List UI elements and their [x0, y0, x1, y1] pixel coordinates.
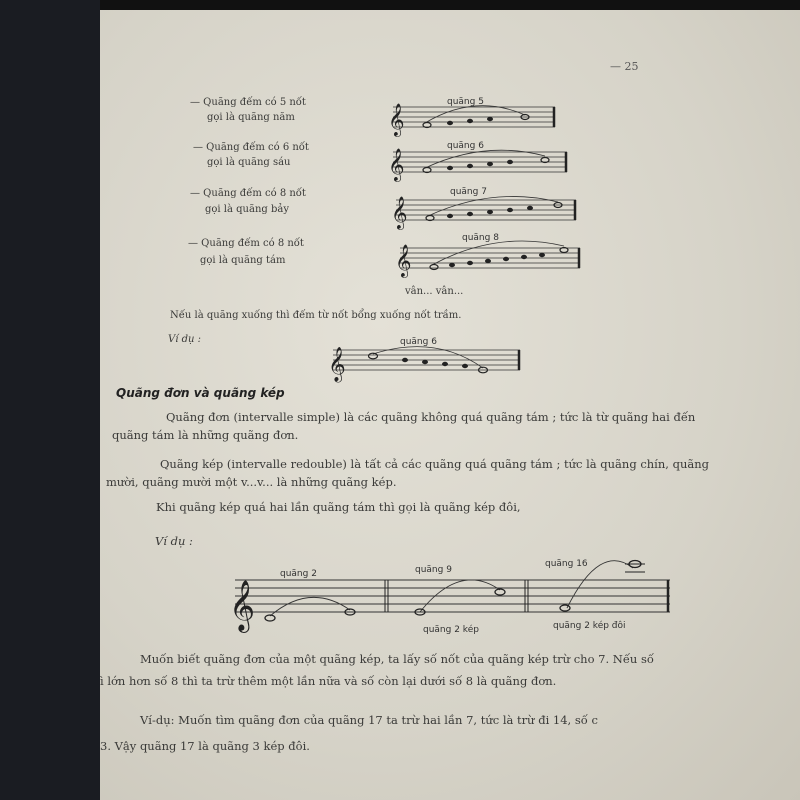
- interval-2-line2: gọi là quãng sáu: [207, 157, 291, 168]
- example-label-2: Ví dụ :: [155, 534, 193, 548]
- page-edge: [100, 0, 800, 10]
- para-example-2: 3. Vậy quãng 17 là quãng 3 kép đôi.: [100, 739, 310, 753]
- descending-staff-label: quãng 6: [400, 337, 437, 347]
- treble-clef-icon: 𝄞: [388, 103, 405, 136]
- interval-4-line1: — Quãng đếm có 8 nốt: [188, 238, 304, 249]
- interval-1-line1: — Quãng đếm có 5 nốt: [190, 97, 306, 108]
- para-simple-1: Quãng đơn (intervalle simple) là các quãng không quá quãng tám ; tức là từ quãng hai đến: [166, 410, 696, 424]
- compound-top-label-3: quãng 16: [545, 559, 588, 569]
- interval-1-line2: gọi là quãng năm: [207, 112, 295, 123]
- staff-interval-6: [385, 140, 575, 180]
- staff-compound-example: [225, 552, 675, 642]
- compound-bottom-label-1: quãng 2 kép: [423, 625, 479, 635]
- interval-4-line2: gọi là quãng tám: [200, 255, 286, 266]
- para-find-1: Muốn biết quãng đơn của một quãng kép, ta lấy số nốt của quãng kép trừ cho 7. Nếu số: [140, 652, 654, 666]
- staff-interval-8: [392, 232, 587, 277]
- para-example-1: Ví-dụ: Muốn tìm quãng đơn của quãng 17 ta trừ hai lần 7, tức là trừ đi 14, số c: [140, 713, 598, 727]
- section-heading: Quãng đơn và quãng kép: [116, 386, 285, 400]
- staff-interval-7: [388, 186, 583, 228]
- para-find-2: ì lớn hơn số 8 thì ta trừ thêm một lần nữa và số còn lại dưới số 8 là quãng đơn.: [100, 674, 557, 688]
- staff-4-label: quãng 8: [462, 233, 499, 243]
- para-compound-1: Quãng kép (intervalle redouble) là tất cả các quãng quá quãng tám ; tức là quãng chín, quãng: [160, 457, 709, 471]
- staff-2-label: quãng 6: [447, 141, 484, 151]
- compound-top-label-1: quãng 2: [280, 569, 317, 579]
- compound-bottom-label-2: quãng 2 kép đôi: [553, 621, 626, 631]
- treble-clef-icon: 𝄞: [388, 148, 405, 181]
- para-double: Khi quãng kép quá hai lần quãng tám thì gọi là quãng kép đôi,: [156, 500, 521, 514]
- para-simple-2: quãng tám là những quãng đơn.: [112, 428, 299, 442]
- para-compound-2: mười, quãng mười một v...v... là những quãng kép.: [106, 475, 397, 489]
- treble-clef-icon: 𝄞: [395, 244, 412, 277]
- example-label-1: Ví dụ :: [168, 334, 201, 345]
- compound-top-label-2: quãng 9: [415, 565, 452, 575]
- interval-3-line1: — Quãng đếm có 8 nốt: [190, 188, 306, 199]
- treble-clef-icon: 𝄞: [229, 580, 256, 631]
- interval-2-line1: — Quãng đếm có 6 nốt: [193, 142, 309, 153]
- descending-note: Nếu là quãng xuống thì đếm từ nốt bổng xuống nốt trầm.: [170, 310, 462, 321]
- van-van: vân... vân...: [405, 286, 464, 297]
- treble-clef-icon: 𝄞: [391, 196, 408, 229]
- staff-interval-5: [385, 97, 560, 137]
- page-number: — 25: [610, 60, 639, 73]
- interval-3-line2: gọi là quãng bảy: [205, 204, 289, 215]
- staff-descending-example: [325, 334, 525, 380]
- staff-1-label: quãng 5: [447, 97, 484, 107]
- staff-3-label: quãng 7: [450, 187, 487, 197]
- treble-clef-icon: 𝄞: [328, 347, 346, 382]
